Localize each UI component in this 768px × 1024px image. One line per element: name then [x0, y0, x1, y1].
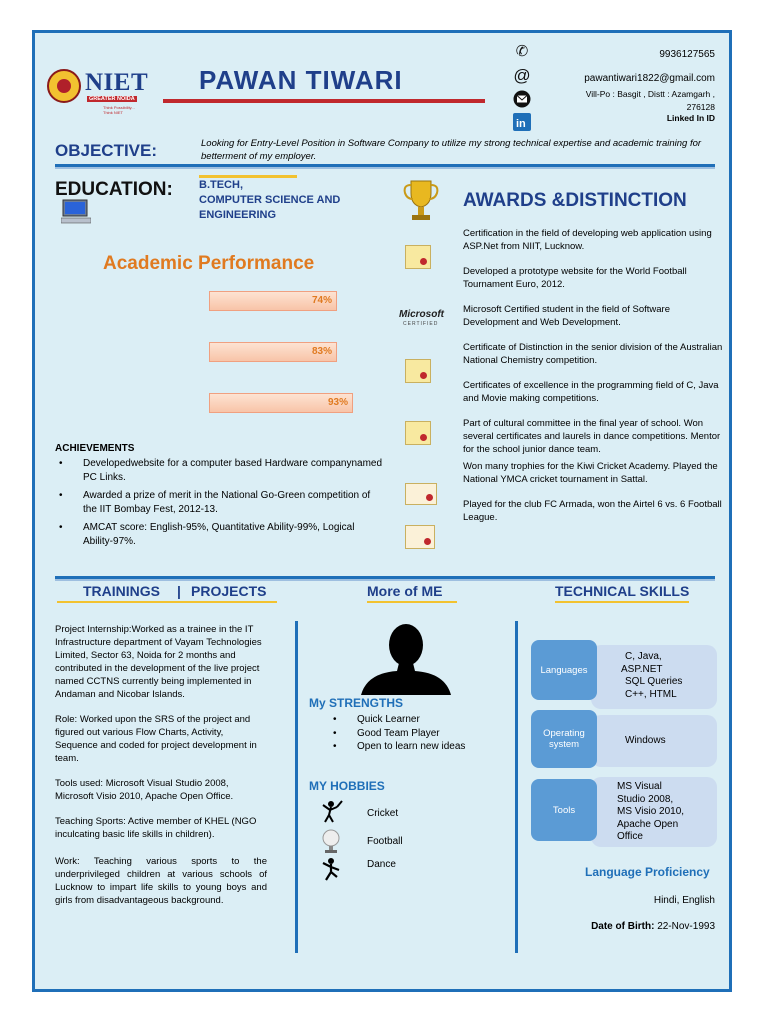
academic-bar-1 [209, 291, 337, 311]
objective-title: OBJECTIVE: [55, 141, 158, 160]
list-item: • Awarded a prize of merit in the National Go-Green competition of the IIT Bombay Fest, 2012-13. [55, 489, 385, 517]
technical-skills-heading: TECHNICAL SKILLS [555, 583, 690, 599]
more-underline [367, 601, 457, 603]
address-line-1: Vill-Po : Basgit , Distt : Azamgarh , [585, 89, 715, 99]
list-item: • Quick Learner [309, 713, 465, 727]
tools-text: Tools used: Microsoft Visual Studio 2008, Microsoft Visio 2010, Apache Open Office. [55, 778, 234, 802]
skill-item: MS Visual [617, 781, 662, 792]
skill-item: Apache Open [617, 818, 679, 830]
hobby-dance: Dance [367, 859, 396, 870]
list-item: Won many trophies for the Kiwi Cricket Academy. Played the National YMCA cricket tournament in Sattal. [463, 461, 718, 485]
list-item: • AMCAT score: English-95%, Quantitative Ability-99%, Logical Ability-97%. [55, 521, 385, 549]
column-divider [515, 621, 518, 953]
phone-icon: ✆ [515, 43, 529, 60]
resume-page [32, 30, 732, 992]
logo-text: NIET [85, 69, 149, 96]
academic-bar-label: 83% [311, 346, 332, 357]
academic-bar-3 [209, 393, 353, 413]
strengths-title: My STRENGTHS [309, 696, 404, 710]
more-of-me-heading: More of ME [367, 583, 443, 599]
hobby-football: Football [367, 836, 403, 847]
degree-line-1: B.TECH, [199, 179, 243, 191]
teaching-text: Teaching Sports: Active member of KHEL (NGO inculcating basic life skills in children). [55, 816, 257, 840]
trainings-content [55, 623, 267, 919]
achievements-list [55, 457, 385, 553]
certificate-icon [405, 359, 431, 383]
achievements-title: ACHIEVEMENTS [55, 443, 135, 454]
degree [199, 178, 379, 223]
os-tag: Operating system [531, 710, 597, 768]
skills-underline [555, 601, 689, 603]
at-icon: @ [513, 66, 531, 85]
tools-values [617, 781, 684, 844]
section-divider [55, 164, 715, 167]
academic-performance-title: Academic Performance [103, 253, 315, 274]
skill-item: ASP.NET [621, 663, 663, 675]
list-item: Certificates of excellence in the programming field of C, Java and Movie making competitions. [463, 380, 719, 404]
computer-icon [61, 199, 91, 225]
language-proficiency-value: Hindi, English [653, 895, 715, 906]
skill-item: C++, HTML [625, 688, 677, 700]
languages-values [621, 651, 683, 701]
trainings-underline [57, 601, 277, 603]
email-address[interactable]: pawantiwari1822@gmail.com [584, 73, 715, 84]
list-item: • Good Team Player [309, 727, 465, 741]
hobby-cricket: Cricket [367, 808, 399, 819]
academic-bar-label: 93% [327, 397, 348, 408]
certificate-icon [405, 483, 437, 505]
avatar-silhouette-icon [359, 621, 453, 695]
mail-icon [513, 90, 531, 108]
awards-title: AWARDS &DISTINCTION [463, 190, 687, 211]
internship-text: Project Internship:Worked as a trainee in the IT Infrastructure department of Vayam Technologies Limited, Sector 63, Noida for 2 months and contributed in the development of the live project named CCTNS currently being implemented in Andaman and Nicobar Islands. [55, 624, 262, 700]
projects-heading: PROJECTS [191, 583, 267, 599]
address-line-2: 276128 [686, 102, 715, 112]
skill-item: Studio 2008, [617, 793, 674, 805]
list-item: Played for the club FC Armada, won the Airtel 6 vs. 6 Football League. [463, 499, 722, 523]
list-item: Developed a prototype website for the World Football Tournament Euro, 2012. [463, 266, 687, 290]
degree-line-2: COMPUTER SCIENCE AND ENGINEERING [199, 194, 341, 221]
logo-subtext: GREATER NOIDA [89, 96, 135, 102]
section-divider [55, 576, 715, 579]
logo-emblem-icon [47, 69, 81, 103]
os-value: Windows [625, 735, 666, 746]
microsoft-certified-sub: CERTIFIED [403, 321, 439, 327]
hobbies-title: MY HOBBIES [309, 779, 385, 793]
trainings-heading: TRAININGS [83, 583, 160, 599]
skill-item: SQL Queries [625, 676, 683, 687]
skill-item: C, Java, [625, 651, 662, 662]
dob-value: 22-Nov-1993 [657, 921, 715, 932]
list-item: Microsoft Certified student in the field of Software Development and Web Development. [463, 304, 670, 328]
tools-tag: Tools [531, 779, 597, 841]
candidate-name: PAWAN TIWARI [199, 65, 403, 95]
list-item: • Developedwebsite for a computer based Hardware companynamed PC Links. [55, 457, 385, 485]
svg-text:in: in [516, 118, 526, 130]
name-underline [163, 99, 485, 103]
languages-tag: Languages [531, 640, 597, 700]
awards-list [463, 227, 725, 536]
logo-tagline: Think Possibility... Think NIET [103, 105, 135, 115]
skill-item: MS Visio 2010, [617, 806, 685, 817]
trophy-icon [403, 179, 439, 223]
objective-text: Looking for Entry-Level Position in Software Company to utilize my strong technical expertise and academic training for betterment of my employer. [201, 138, 702, 162]
list-item: Part of cultural committee in the final year of school. Won several certificates and laurels in dance competitions. Mentor for the school junior dance team. [463, 418, 721, 455]
list-item: • Open to learn new ideas [309, 740, 465, 754]
academic-bar-label: 74% [311, 295, 332, 306]
linkedin-label[interactable]: Linked In ID [666, 113, 715, 123]
strengths-list [309, 713, 465, 754]
certificate-icon [405, 525, 435, 549]
education-title: EDUCATION: [55, 179, 173, 200]
phone-number: 9936127565 [659, 49, 715, 60]
role-text: Role: Worked upon the SRS of the project and figured out various Flow Charts, Activity, Sequence and coded for project development in team. [55, 714, 257, 764]
academic-bar-2 [209, 342, 337, 362]
certificate-icon [405, 421, 431, 445]
skill-item: Office [617, 831, 643, 842]
language-proficiency-title: Language Proficiency [585, 865, 710, 879]
heading-separator: | [177, 583, 181, 599]
list-item: Certification in the field of developing web application using ASP.Net from NIIT, Lucknow. [463, 228, 712, 252]
cricket-icon [319, 799, 343, 823]
linkedin-icon[interactable] [513, 113, 531, 131]
dob-label: Date of Birth: [591, 921, 655, 932]
microsoft-certified-logo: Microsoft [399, 309, 444, 320]
work-text: Work: Teaching various sports to the underprivileged children at various schools of Lucknow to impart life skills to young boys and girls from disadvantageous background. [55, 856, 267, 906]
football-icon [319, 829, 343, 853]
date-of-birth [591, 921, 715, 932]
niet-logo [43, 67, 149, 117]
list-item: Certificate of Distinction in the senior division of the Australian National Chemistry competition. [463, 342, 723, 366]
dance-icon [319, 857, 343, 881]
column-divider [295, 621, 298, 953]
certificate-icon [405, 245, 431, 269]
